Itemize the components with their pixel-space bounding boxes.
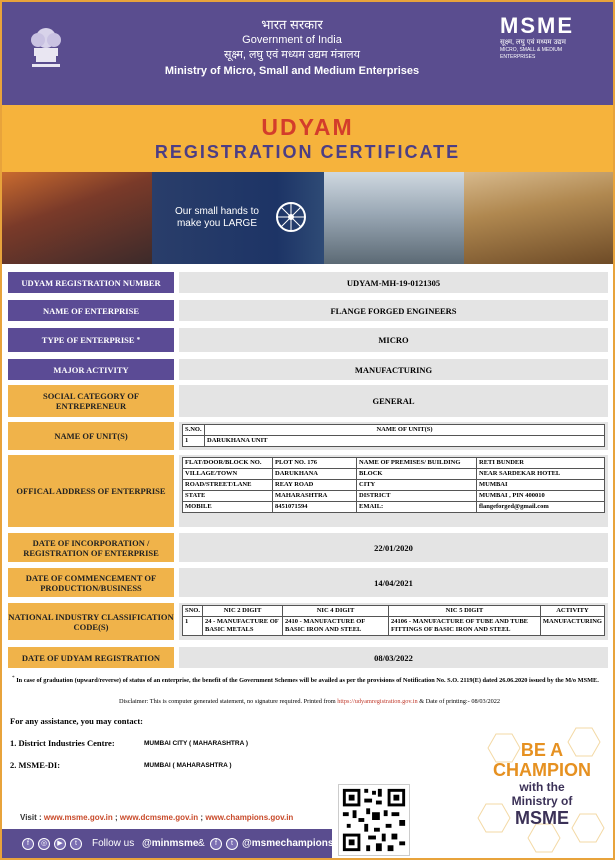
units-cell-sno: 1 xyxy=(183,436,205,447)
value-unit-names xyxy=(179,422,608,450)
follow-label: Follow us xyxy=(92,838,135,849)
address-road: REAY ROAD xyxy=(273,480,357,491)
header-govt: Government of India xyxy=(242,34,342,46)
instagram-icon[interactable]: ◎ xyxy=(38,838,50,850)
row-major-activity xyxy=(8,359,608,380)
label-official-address: OFFICAL ADDRESS OF ENTERPRISE xyxy=(8,455,174,527)
artisan-photo xyxy=(2,172,152,264)
nic-cell-activity: MANUFACTURING xyxy=(540,617,604,636)
table-row xyxy=(183,617,605,636)
address-block: NEAR SARDEKAR HOTEL xyxy=(477,469,605,480)
value-social-category: GENERAL xyxy=(179,385,608,417)
chakra-icon xyxy=(274,200,308,234)
label-incorporation-date: DATE OF INCORPORATION / REGISTRATION OF ENTERPRISE xyxy=(8,533,174,562)
msme-di-value: MUMBAI ( MAHARASHTRA ) xyxy=(144,762,232,769)
office-photo xyxy=(324,172,464,264)
banner-image xyxy=(2,172,613,264)
facebook-champions-icon[interactable]: f xyxy=(210,838,222,850)
nic-cell-sno: 1 xyxy=(183,617,203,636)
label-enterprise-type-text: TYPE OF ENTERPRISE xyxy=(41,335,135,345)
label-commencement-date: DATE OF COMMENCEMENT OF PRODUCTION/BUSINESS xyxy=(8,568,174,597)
address-block-label: BLOCK xyxy=(357,469,477,480)
msme-logo-sub: MICRO, SMALL & MEDIUM ENTERPRISES xyxy=(500,47,563,60)
visit-links xyxy=(20,813,293,822)
row-official-address xyxy=(8,455,608,527)
value-incorporation-date: 22/01/2020 xyxy=(179,533,608,562)
address-mobile: 8451071594 xyxy=(273,502,357,513)
value-nic-codes xyxy=(179,603,608,640)
header-ministry: Ministry of Micro, Small and Medium Enterprises xyxy=(164,65,420,77)
champion-text xyxy=(476,740,608,828)
address-road-label: ROAD/STREET/LANE xyxy=(183,480,273,491)
header-hindi-ministry: सूक्ष्म, लघु एवं मध्यम उद्यम मंत्रालय xyxy=(224,49,360,61)
value-udyam-date: 08/03/2022 xyxy=(179,647,608,668)
table-row xyxy=(183,469,605,480)
row-enterprise-name xyxy=(8,300,608,321)
champion-line5: MSME xyxy=(515,808,569,828)
handle-minmsme[interactable]: @minmsme xyxy=(142,838,199,849)
address-premises: RETI BUNDER xyxy=(477,458,605,469)
nic-header-activity: ACTIVITY xyxy=(540,606,604,617)
nic-header-sno: SNO. xyxy=(183,606,203,617)
row-registration-number xyxy=(8,272,608,293)
row-nic-codes xyxy=(8,603,608,640)
disclaimer-suffix: & Date of printing:- 08/03/2022 xyxy=(419,698,501,705)
footnote-star: * xyxy=(12,675,15,681)
label-unit-names: NAME OF UNIT(S) xyxy=(8,422,174,450)
label-enterprise-type xyxy=(8,328,174,352)
title-registration-certificate: REGISTRATION CERTIFICATE xyxy=(154,142,461,162)
nic-cell-4digit: 2410 - MANUFACTURE OF BASIC IRON AND STEEL xyxy=(283,617,389,636)
nic-cell-2digit: 24 - MANUFACTURE OF BASIC METALS xyxy=(203,617,283,636)
champion-line4: Ministry of xyxy=(511,794,573,808)
nic-table xyxy=(182,605,605,636)
champion-line2: CHAMPION xyxy=(493,760,591,780)
disclaimer-prefix: Disclaimer: This is computer generated statement, no signature required. Printed from xyxy=(118,698,336,705)
address-flat: PLOT NO. 176 xyxy=(273,458,357,469)
address-city-label: CITY xyxy=(357,480,477,491)
header-text xyxy=(112,17,472,79)
title-udyam: UDYAM xyxy=(261,114,354,140)
row-incorporation-date xyxy=(8,533,608,562)
assistance-heading: For any assistance, you may contact: xyxy=(10,716,143,726)
units-cell-name: DARUKHANA UNIT xyxy=(205,436,605,447)
value-registration-number: UDYAM-MH-19-0121305 xyxy=(179,272,608,293)
national-emblem-icon xyxy=(24,16,68,74)
address-premises-label: NAME OF PREMISES/ BUILDING xyxy=(357,458,477,469)
address-city: MUMBAI xyxy=(477,480,605,491)
label-udyam-date: DATE OF UDYAM REGISTRATION xyxy=(8,647,174,668)
label-registration-number: UDYAM REGISTRATION NUMBER xyxy=(8,272,174,293)
address-email-label: EMAIL: xyxy=(357,502,477,513)
follow-ampersand: & xyxy=(198,838,205,849)
link-dcmsme[interactable]: www.dcmsme.gov.in xyxy=(119,813,199,822)
value-commencement-date: 14/04/2021 xyxy=(179,568,608,597)
row-social-category xyxy=(8,385,608,417)
row-commencement-date xyxy=(8,568,608,597)
table-row xyxy=(183,458,605,469)
footnote-text: In case of graduation (upward/reverse) of status of an enterprise, the benefit of the Government Schemes will be availed as per the provisions of Notification No. S.O. 2119(E) dated 26.06.2020 issued by the M/o MSME. xyxy=(16,677,599,685)
handle-msmechampions[interactable]: @msmechampions xyxy=(242,838,334,849)
address-state-label: STATE xyxy=(183,491,273,502)
address-state: MAHARASHTRA xyxy=(273,491,357,502)
visit-label: Visit : xyxy=(20,813,42,822)
table-row xyxy=(183,502,605,513)
address-district-label: DISTRICT xyxy=(357,491,477,502)
row-udyam-date xyxy=(8,647,608,668)
label-major-activity: MAJOR ACTIVITY xyxy=(8,359,174,380)
facebook-icon[interactable]: f xyxy=(22,838,34,850)
label-social-category: SOCIAL CATEGORY OF ENTREPRENEUR xyxy=(8,385,174,417)
nic-header-4digit: NIC 4 DIGIT xyxy=(283,606,389,617)
msme-logo xyxy=(500,14,595,61)
dic-label: 1. District Industries Centre: xyxy=(10,738,115,748)
row-enterprise-type xyxy=(8,328,608,352)
msme-logo-hindi: सूक्ष्म, लघु एवं मध्यम उद्यम xyxy=(500,39,566,46)
footnote xyxy=(12,674,607,685)
qr-code-icon xyxy=(338,784,410,856)
address-village: DARUKHANA xyxy=(273,469,357,480)
visit-separator-2: ; xyxy=(200,813,204,822)
champion-promo xyxy=(476,724,608,854)
nic-header-2digit: NIC 2 DIGIT xyxy=(203,606,283,617)
label-nic-codes: NATIONAL INDUSTRY CLASSIFICATION CODE(S) xyxy=(8,603,174,640)
champion-line3: with the xyxy=(519,780,565,794)
disclaimer-link[interactable]: https://udyamregistration.gov.in xyxy=(337,698,418,705)
table-row xyxy=(183,436,605,447)
champion-line1: BE A xyxy=(520,740,564,760)
address-village-label: VILLAGE/TOWN xyxy=(183,469,273,480)
type-asterisk: * xyxy=(136,336,141,344)
table-row xyxy=(183,480,605,491)
address-district: MUMBAI , PIN 400010 xyxy=(477,491,605,502)
address-email: flangeforged@gmail.com xyxy=(477,502,605,513)
value-official-address xyxy=(179,455,608,527)
header-hindi-govt: भारत सरकार xyxy=(261,17,323,32)
title-band xyxy=(2,105,613,172)
banner-tagline: Our small hands to make you LARGE xyxy=(175,206,259,229)
row-unit-names xyxy=(8,422,608,450)
twitter-champions-icon[interactable]: t xyxy=(226,838,238,850)
twitter-icon[interactable]: t xyxy=(70,838,82,850)
value-major-activity: MANUFACTURING xyxy=(179,359,608,380)
visit-separator-1: ; xyxy=(115,813,118,822)
disclaimer xyxy=(12,698,607,706)
dic-value: MUMBAI CITY ( MAHARASHTRA ) xyxy=(144,740,248,747)
label-enterprise-name: NAME OF ENTERPRISE xyxy=(8,300,174,321)
youtube-icon[interactable]: ▶ xyxy=(54,838,66,850)
social-follow-bar xyxy=(2,829,332,860)
nic-header-5digit: NIC 5 DIGIT xyxy=(389,606,541,617)
farm-photo xyxy=(464,172,613,264)
address-flat-label: FLAT/DOOR/BLOCK NO. xyxy=(183,458,273,469)
msme-di-label: 2. MSME-DI: xyxy=(10,760,61,770)
units-header-name: NAME OF UNIT(S) xyxy=(205,425,605,436)
value-enterprise-type: MICRO xyxy=(179,328,608,352)
address-table xyxy=(182,457,605,513)
table-row xyxy=(183,491,605,502)
units-header-sno: S.NO. xyxy=(183,425,205,436)
msme-logo-word: MSME xyxy=(500,13,574,38)
header xyxy=(2,2,613,105)
value-enterprise-name: FLANGE FORGED ENGINEERS xyxy=(179,300,608,321)
address-mobile-label: MOBILE xyxy=(183,502,273,513)
link-msme[interactable]: www.msme.gov.in xyxy=(43,813,113,822)
link-champions[interactable]: www.champions.gov.in xyxy=(205,813,294,822)
units-table xyxy=(182,424,605,447)
nic-cell-5digit: 24106 - MANUFACTURE OF TUBE AND TUBE FITTINGS OF BASIC IRON AND STEEL xyxy=(389,617,541,636)
